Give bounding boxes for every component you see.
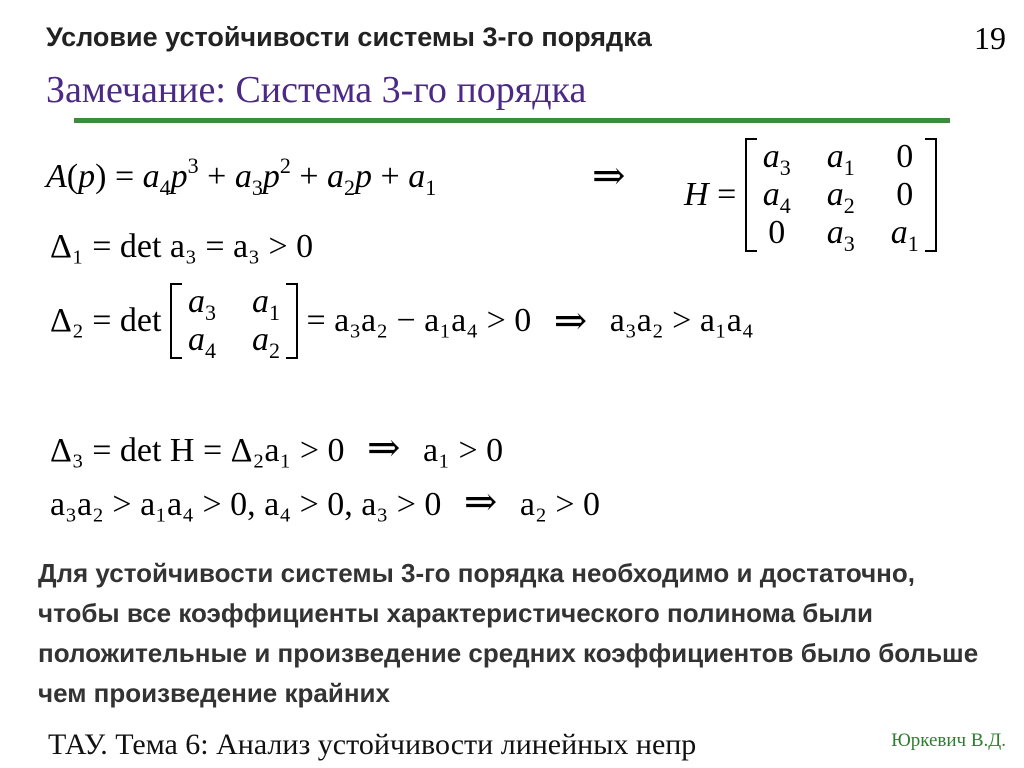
matrix-cell: $a_2$	[826, 176, 855, 218]
matrix-cell: $a_4$	[187, 321, 216, 363]
matrix-cell: 0	[896, 176, 914, 213]
hurwitz-label: H	[684, 176, 709, 213]
matrix-cell: $a_3$	[762, 138, 791, 180]
matrix-cell: $a_1$	[251, 283, 280, 325]
matrix-cell: $a_3$	[187, 283, 216, 325]
matrix-cell: $a_1$	[890, 214, 919, 256]
divider-line	[74, 118, 950, 123]
stability-statement: Для устойчивости системы 3-го порядка необходимо и достаточно, чтобы все коэффициенты характеристического полинома были положительные и произведение средних коэффициентов было больше чем произведение крайних	[38, 558, 979, 708]
matrix-cell: $a_2$	[251, 321, 280, 363]
delta2-formula: Δ₂ = det $a_3$ $a_1$ $a_4$ $a_2$ = a₃a₂ − a₁a₄ > 0 ⇒ a₃a₂ > a₁a₄	[50, 283, 754, 363]
slide-subtitle: Замечание: Система 3-го порядка	[46, 69, 587, 111]
footer-author: Юркевич В.Д.	[891, 730, 1006, 751]
delta3-formula: Δ₃ = det H = Δ₂a₁ > 0 ⇒ a₁ > 0	[50, 425, 504, 470]
final-condition-formula: a₃a₂ > a₁a₄ > 0, a₄ > 0, a₃ > 0 ⇒ a₂ > 0	[50, 479, 601, 524]
delta1-formula: Δ₁ = det a₃ = a₃ > 0	[50, 228, 314, 265]
slide-title: Условие устойчивости системы 3-го порядка	[46, 22, 652, 52]
implies-arrow: ⇒	[367, 425, 401, 470]
matrix-cell: 0	[768, 214, 786, 251]
hurwitz-matrix-formula: H = $a_3$ $a_1$ 0 $a_4$ $a_2$ 0 0 $a_3$ $a_1$	[684, 138, 937, 252]
implies-arrow: ⇒	[553, 298, 588, 343]
polynomial-formula: $A(p) = a_4p^3 + a_3p^2 + a_2p + a_1$	[46, 153, 437, 200]
delta2-matrix	[170, 283, 298, 363]
implies-arrow: ⇒	[463, 479, 498, 524]
page-number: 19	[974, 20, 1006, 56]
hurwitz-matrix	[745, 138, 937, 256]
matrix-cell: $a_3$	[826, 214, 855, 256]
implies-arrow: ⇒	[592, 153, 626, 198]
footer-course: ТАУ. Тема 6: Анализ устойчивости линейных непр	[48, 728, 697, 761]
matrix-cell: $a_1$	[826, 138, 855, 180]
matrix-cell: $a_4$	[762, 176, 791, 218]
matrix-cell: 0	[896, 138, 914, 175]
